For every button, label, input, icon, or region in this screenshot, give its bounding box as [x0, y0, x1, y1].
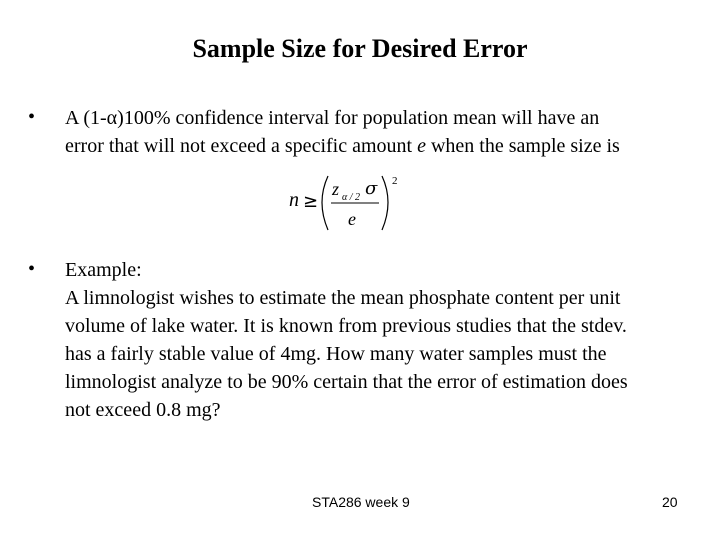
formula-subscript: α / 2: [342, 192, 361, 203]
example-line: volume of lake water. It is known from previous studies that the stdev.: [65, 315, 627, 337]
formula-sigma: σ: [365, 178, 378, 199]
footer-course: STA286 week 9: [312, 494, 410, 510]
formula-left-paren: [322, 176, 328, 230]
example-line: A limnologist wishes to estimate the mean phosphate content per unit: [65, 287, 621, 309]
footer-page-number: 20: [662, 494, 678, 510]
bullet1-text: [65, 104, 620, 160]
example-line: limnologist analyze to be 90% certain that the error of estimation does: [65, 371, 628, 393]
example-line: not exceed 0.8 mg?: [65, 399, 221, 421]
bullet-marker: •: [28, 258, 36, 280]
sample-size-formula: [286, 174, 416, 234]
example-text: [65, 284, 628, 424]
formula-denominator: e: [348, 209, 356, 229]
formula-n: n: [289, 189, 299, 211]
slide-title: Sample Size for Desired Error: [192, 34, 528, 63]
formula-z: z: [332, 179, 340, 199]
formula-exponent: 2: [392, 175, 398, 187]
bullet-marker: •: [28, 106, 36, 128]
formula-right-paren: [382, 176, 388, 230]
formula-geq: ≥: [303, 191, 319, 212]
bullet2-heading: Example:: [65, 259, 142, 281]
example-line: has a fairly stable value of 4mg. How many water samples must the: [65, 343, 607, 365]
bullet1-line1: A (1-α)100% confidence interval for population mean will have an: [65, 107, 600, 129]
bullet1-line2: error that will not exceed a specific amount e when the sample size is: [65, 135, 620, 157]
